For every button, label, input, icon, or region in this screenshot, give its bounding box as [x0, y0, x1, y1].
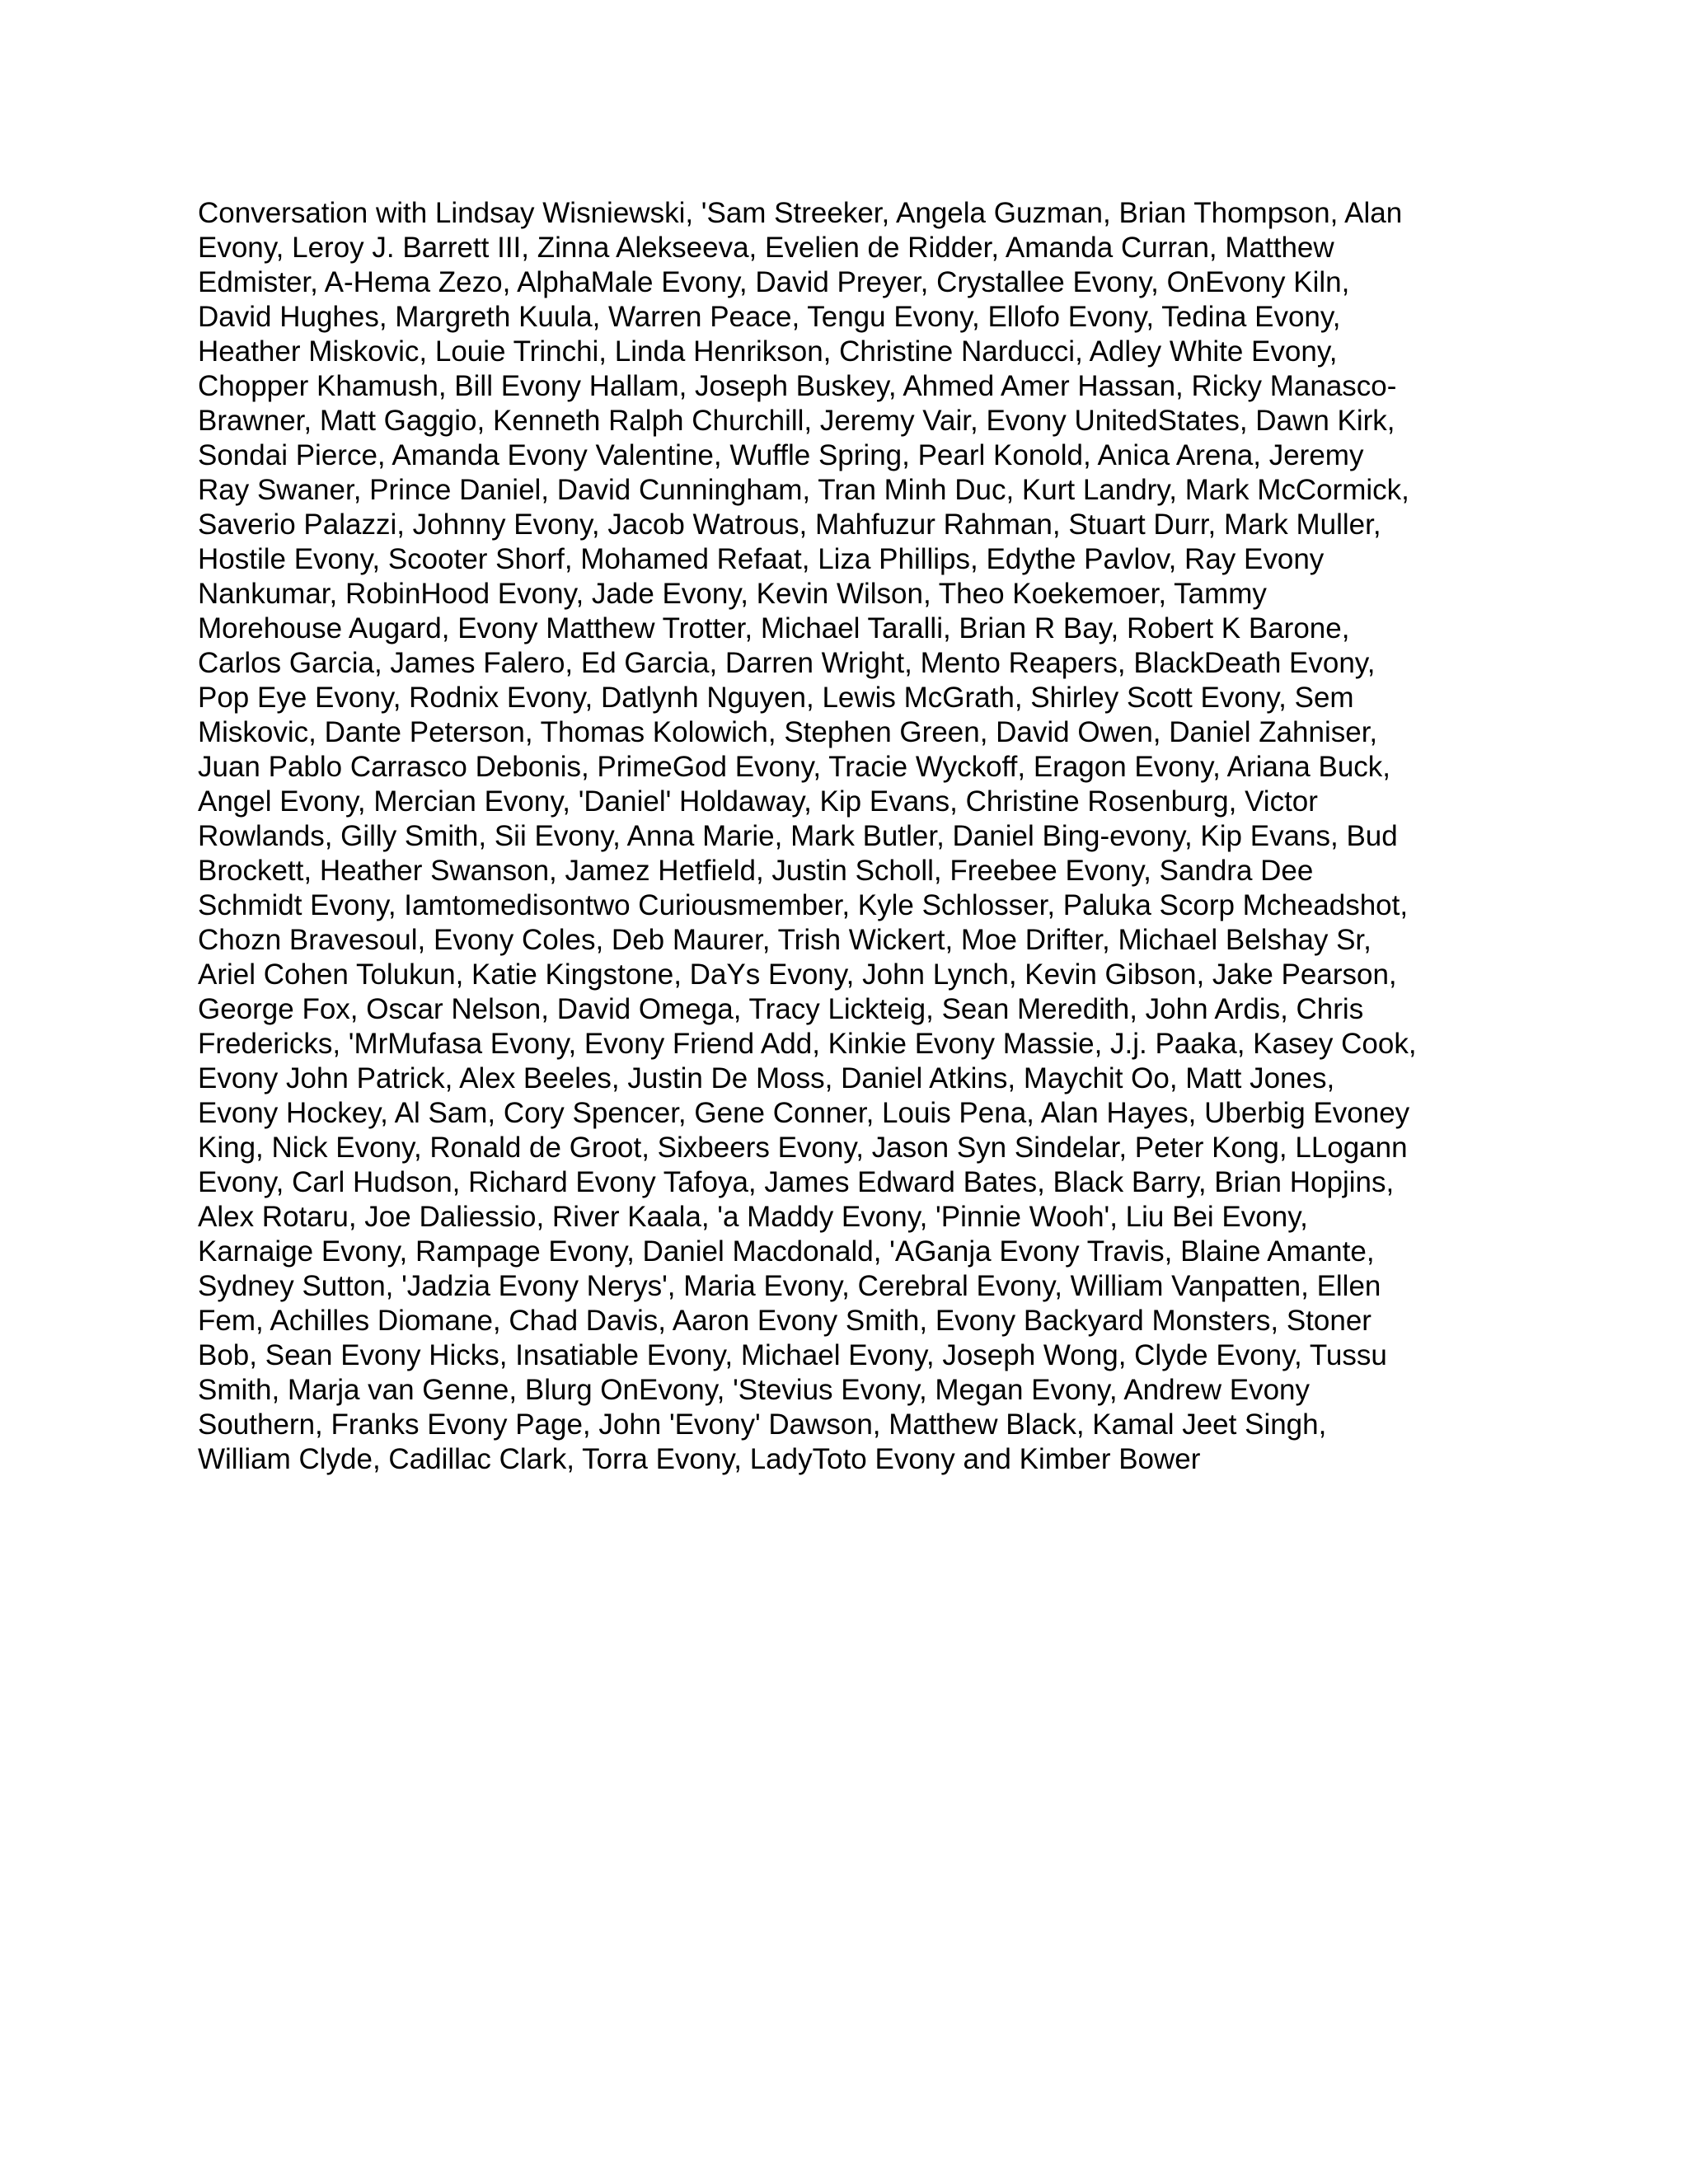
text-line: Juan Pablo Carrasco Debonis, PrimeGod Evony, Tracie Wyckoff, Eragon Evony, Ariana Buck, [198, 751, 1391, 783]
text-line: Brockett, Heather Swanson, Jamez Hetfield, Justin Scholl, Freebee Evony, Sandra Dee [198, 855, 1314, 887]
text-line: Chopper Khamush, Bill Evony Hallam, Joseph Buskey, Ahmed Amer Hassan, Ricky Manasco- [198, 370, 1397, 402]
text-line: Sondai Pierce, Amanda Evony Valentine, Wuffle Spring, Pearl Konold, Anica Arena, Jeremy [198, 439, 1364, 471]
text-line: Evony John Patrick, Alex Beeles, Justin De Moss, Daniel Atkins, Maychit Oo, Matt Jones, [198, 1062, 1335, 1094]
text-line: Southern, Franks Evony Page, John 'Evony' Dawson, Matthew Black, Kamal Jeet Singh, [198, 1408, 1327, 1441]
text-line: Saverio Palazzi, Johnny Evony, Jacob Watrous, Mahfuzur Rahman, Stuart Durr, Mark Muller, [198, 509, 1381, 541]
text-line: Alex Rotaru, Joe Daliessio, River Kaala, 'a Maddy Evony, 'Pinnie Wooh', Liu Bei Evony, [198, 1201, 1308, 1233]
text-line: Carlos Garcia, James Falero, Ed Garcia, Darren Wright, Mento Reapers, BlackDeath Evony, [198, 647, 1376, 679]
text-line: Rowlands, Gilly Smith, Sii Evony, Anna Marie, Mark Butler, Daniel Bing-evony, Kip Evans, Bud [198, 820, 1398, 852]
text-line: Morehouse Augard, Evony Matthew Trotter, Michael Taralli, Brian R Bay, Robert K Barone, [198, 612, 1350, 644]
text-line: David Hughes, Margreth Kuula, Warren Peace, Tengu Evony, Ellofo Evony, Tedina Evony, [198, 301, 1341, 333]
text-line: Conversation with Lindsay Wisniewski, 'Sam Streeker, Angela Guzman, Brian Thompson, Alan [198, 197, 1403, 229]
text-line: Schmidt Evony, Iamtomedisontwo Curiousmember, Kyle Schlosser, Paluka Scorp Mcheadshot, [198, 889, 1409, 921]
text-line: Bob, Sean Evony Hicks, Insatiable Evony, Michael Evony, Joseph Wong, Clyde Evony, Tussu [198, 1339, 1387, 1371]
conversation-participants-paragraph [198, 196, 1517, 1477]
text-line: Angel Evony, Mercian Evony, 'Daniel' Holdaway, Kip Evans, Christine Rosenburg, Victor [198, 785, 1318, 818]
text-line: Hostile Evony, Scooter Shorf, Mohamed Refaat, Liza Phillips, Edythe Pavlov, Ray Evony [198, 543, 1325, 575]
text-line: Fredericks, 'MrMufasa Evony, Evony Friend Add, Kinkie Evony Massie, J.j. Paaka, Kasey Cook, [198, 1028, 1417, 1060]
text-line: Ariel Cohen Tolukun, Katie Kingstone, DaYs Evony, John Lynch, Kevin Gibson, Jake Pearson, [198, 958, 1397, 991]
text-line: Edmister, A-Hema Zezo, AlphaMale Evony, David Preyer, Crystallee Evony, OnEvony Kiln, [198, 266, 1350, 298]
text-line: Brawner, Matt Gaggio, Kenneth Ralph Churchill, Jeremy Vair, Evony UnitedStates, Dawn Kirk, [198, 405, 1395, 437]
text-line: Sydney Sutton, 'Jadzia Evony Nerys', Maria Evony, Cerebral Evony, William Vanpatten, Ellen [198, 1270, 1381, 1302]
text-line: Evony Hockey, Al Sam, Cory Spencer, Gene Conner, Louis Pena, Alan Hayes, Uberbig Evoney [198, 1097, 1410, 1129]
text-line: King, Nick Evony, Ronald de Groot, Sixbeers Evony, Jason Syn Sindelar, Peter Kong, LLogann [198, 1132, 1408, 1164]
text-line: William Clyde, Cadillac Clark, Torra Evony, LadyToto Evony and Kimber Bower [198, 1443, 1201, 1475]
text-line: Chozn Bravesoul, Evony Coles, Deb Maurer, Trish Wickert, Moe Drifter, Michael Belshay Sr, [198, 924, 1372, 956]
text-line: George Fox, Oscar Nelson, David Omega, Tracy Lickteig, Sean Meredith, John Ardis, Chris [198, 993, 1364, 1025]
text-line: Nankumar, RobinHood Evony, Jade Evony, Kevin Wilson, Theo Koekemoer, Tammy [198, 578, 1267, 610]
text-line: Karnaige Evony, Rampage Evony, Daniel Macdonald, 'AGanja Evony Travis, Blaine Amante, [198, 1235, 1375, 1268]
text-line: Evony, Leroy J. Barrett III, Zinna Alekseeva, Evelien de Ridder, Amanda Curran, Matthew [198, 232, 1334, 264]
text-line: Fem, Achilles Diomane, Chad Davis, Aaron Evony Smith, Evony Backyard Monsters, Stoner [198, 1305, 1372, 1337]
text-line: Miskovic, Dante Peterson, Thomas Kolowich, Stephen Green, David Owen, Daniel Zahniser, [198, 716, 1378, 748]
text-line: Evony, Carl Hudson, Richard Evony Tafoya, James Edward Bates, Black Barry, Brian Hopjins, [198, 1166, 1395, 1198]
text-line: Smith, Marja van Genne, Blurg OnEvony, 'Stevius Evony, Megan Evony, Andrew Evony [198, 1374, 1311, 1406]
text-line: Ray Swaner, Prince Daniel, David Cunningham, Tran Minh Duc, Kurt Landry, Mark McCormick, [198, 474, 1409, 506]
text-line: Pop Eye Evony, Rodnix Evony, Datlynh Nguyen, Lewis McGrath, Shirley Scott Evony, Sem [198, 682, 1354, 714]
text-line: Heather Miskovic, Louie Trinchi, Linda Henrikson, Christine Narducci, Adley White Evony, [198, 335, 1338, 368]
